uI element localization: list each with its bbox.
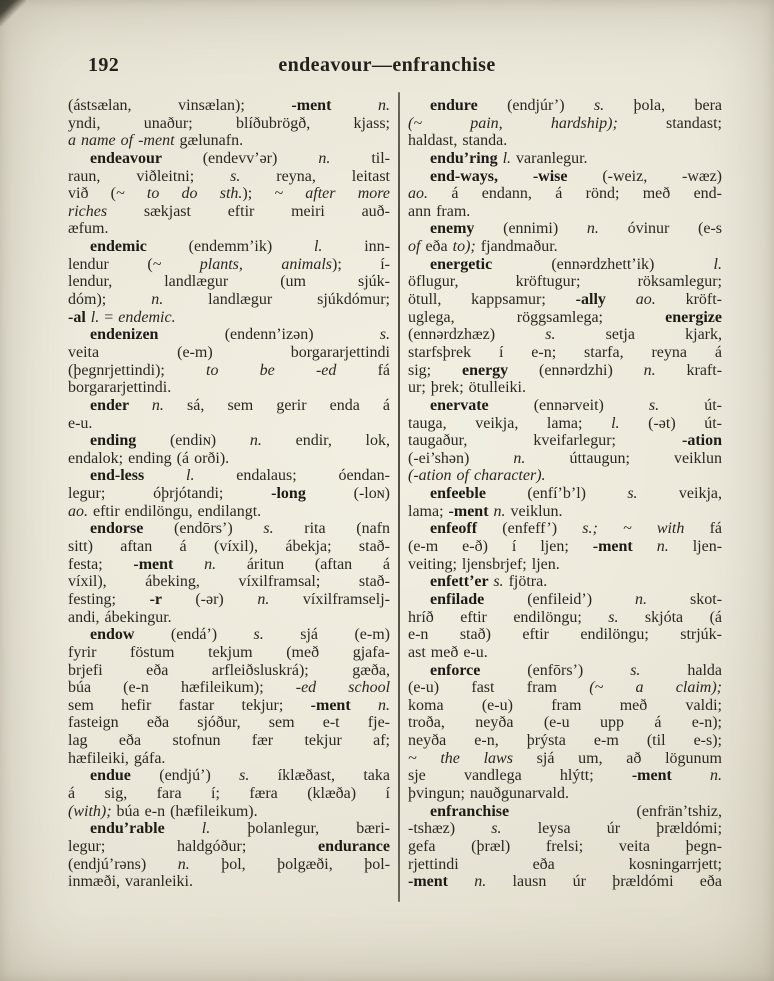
- dictionary-line: endeavour (endevv’ər) n. til-: [90, 149, 391, 167]
- dictionary-line: festa; -ment n. áritun (aftan á: [68, 555, 391, 573]
- dictionary-line: fyrir föstum tekjum (með gjafa-: [68, 643, 390, 661]
- page-number: 192: [88, 54, 120, 76]
- dictionary-line: veita (e-m) borgararjettindi: [68, 343, 390, 361]
- dictionary-line: uglega, röggsamlega; energize: [408, 308, 722, 326]
- dictionary-line: við (~ to do sth.); ~ after more: [68, 185, 391, 203]
- dictionary-line: æfum.: [68, 220, 109, 238]
- dictionary-line: lendur (~ plants, animals); í-: [68, 255, 390, 273]
- dictionary-line: e-n stað) eftir endilöngu; strjúk-: [408, 626, 722, 644]
- dictionary-line: ur; þrek; ötulleiki.: [408, 379, 526, 397]
- dictionary-line: yndi, unaður; blíðubrögð, kjass;: [68, 114, 390, 132]
- dictionary-line: endemic (endemm’ik) l. inn-: [90, 238, 390, 256]
- dictionary-line: endu’ring l. varanlegur.: [430, 149, 588, 167]
- dictionary-line: neyða e-n, þrýsta e-m (til e-s);: [408, 732, 722, 750]
- dictionary-line: borgararjettindi.: [68, 379, 172, 397]
- dictionary-line: festing; -r (-ər) n. víxilframselj-: [68, 590, 390, 608]
- dictionary-line: enforce (enfōrs’) s. halda: [430, 661, 723, 679]
- dictionary-line: (ennərdzhæz) s. setja kjark,: [408, 326, 723, 344]
- dictionary-line: á sig, fara í; færa (klæða) í: [68, 784, 390, 802]
- dictionary-line: endu’rable l. þolanlegur, bæri-: [90, 820, 391, 838]
- dictionary-line: riches sækjast eftir meiri auð-: [68, 202, 390, 220]
- dictionary-line: koma (e-u) fram með valdi;: [408, 696, 722, 714]
- dictionary-line: öflugur, kröftugur; röksamlegur;: [408, 273, 722, 291]
- right-column: [408, 97, 722, 891]
- dictionary-line: endorse (endōrs’) s. rita (nafn: [90, 520, 391, 538]
- dictionary-line: lag eða stofnun fær tekjur af;: [68, 732, 390, 750]
- dictionary-line: sje vandlega hlýtt; -ment n.: [408, 767, 723, 785]
- dictionary-line: ann fram.: [408, 202, 471, 220]
- dictionary-line: (-ei’shən) n. úttaugun; veiklun: [408, 449, 722, 467]
- dictionary-line: end-less l. endalaus; óendan-: [90, 467, 390, 485]
- dictionary-line: endenizen (endenn’izən) s.: [90, 326, 390, 344]
- left-column: [68, 97, 390, 891]
- dictionary-line: gefa (þræl) frelsi; veita þegn-: [408, 837, 722, 855]
- dictionary-line: (endjú’rəns) n. þol, þolgæði, þol-: [68, 855, 391, 873]
- dictionary-line: ao. á endann, á rönd; með end-: [408, 185, 723, 203]
- dictionary-line: hæfileiki, gáfa.: [68, 749, 166, 767]
- dictionary-line: enfett’er s. fjötra.: [430, 573, 548, 591]
- dictionary-line: enemy (ennimi) n. óvinur (e-s: [430, 220, 723, 238]
- dictionary-line: ao. eftir endilöngu, endilangt.: [68, 502, 262, 520]
- dictionary-line: taugaður, kveifarlegur; -ation: [408, 432, 722, 450]
- dictionary-line: raun, viðleitni; s. reyna, leitast: [68, 167, 390, 185]
- dictionary-line: rjettindi eða kosningarrjett;: [408, 855, 722, 873]
- dictionary-line: haldast, standa.: [408, 132, 508, 150]
- dictionary-line: (þegnrjettindi); to be -ed fá: [68, 361, 390, 379]
- dictionary-line: (ástsælan, vinsælan); -ment n.: [68, 97, 391, 114]
- dictionary-line: endow (endá’) s. sjá (e-m): [90, 626, 390, 644]
- dictionary-line: tauga, veikja, lama; l. (-ət) út-: [408, 414, 723, 432]
- dictionary-line: e-u.: [68, 414, 93, 432]
- dictionary-line: endure (endjúr’) s. þola, bera: [430, 97, 723, 114]
- dictionary-line: (with); búa e-n (hæfileikum).: [68, 802, 258, 820]
- dictionary-line: end-ways, -wise (-weiz, -wæz): [430, 167, 722, 185]
- dictionary-line: dóm); n. landlægur sjúkdómur;: [68, 291, 391, 309]
- dictionary-line: inmæði, varanleiki.: [68, 873, 193, 891]
- dictionary-line: víxil), ábeking, víxilframsal; stað-: [68, 573, 390, 591]
- dictionary-line: endue (endjú’) s. íklæðast, taka: [90, 767, 390, 785]
- dictionary-line: brjefi eða arfleiðsluskrá); gæða,: [68, 661, 390, 679]
- dictionary-line: legur; óþrjótandi; -long (-loɴ): [68, 485, 391, 503]
- dictionary-line: lendur, landlægur (um sjúk-: [68, 273, 390, 291]
- dictionary-line: a name of -ment gælunafn.: [68, 132, 244, 150]
- dictionary-line: sem hefir fastar tekjur; -ment n.: [68, 696, 391, 714]
- dictionary-line: enfeoff (enfeff’) s.; ~ with fá: [430, 520, 722, 538]
- dictionary-line: (-ation of character).: [408, 467, 546, 485]
- dictionary-line: troða, neyða (e-u upp á e-n);: [408, 714, 722, 732]
- dictionary-line: búa (e-n hæfileikum); -ed school: [68, 679, 391, 697]
- dictionary-line: (~ pain, hardship); standast;: [408, 114, 722, 132]
- dictionary-line: ~ the laws sjá um, að lögunum: [408, 749, 723, 767]
- dictionary-line: ast með e-u.: [408, 643, 488, 661]
- dictionary-line: (e-m e-ð) í ljen; -ment n. ljen-: [408, 538, 723, 556]
- dictionary-line: starfsþrek í e-n; starfa, reyna á: [408, 343, 722, 361]
- dictionary-line: of eða to); fjandmaður.: [408, 238, 558, 256]
- dictionary-line: veiting; ljensbrjef; ljen.: [408, 555, 560, 573]
- dictionary-line: (e-u) fast fram (~ a claim);: [408, 679, 723, 697]
- dictionary-line: ending (endiɴ) n. endir, lok,: [90, 432, 390, 450]
- dictionary-line: sig; energy (ennərdzhi) n. kraft-: [408, 361, 723, 379]
- dictionary-line: ender n. sá, sem gerir enda á: [90, 396, 391, 414]
- dictionary-line: sitt) aftan á (víxil), ábekja; stað-: [68, 538, 390, 556]
- dictionary-line: -tshæz) s. leysa úr þrældómi;: [408, 820, 723, 838]
- dictionary-line: -al l. = endemic.: [68, 308, 176, 326]
- dictionary-line: lama; -ment n. veiklun.: [408, 502, 563, 520]
- dictionary-line: þvingun; nauðgunarvald.: [408, 784, 569, 802]
- dictionary-line: legur; haldgóður; endurance: [68, 837, 390, 855]
- column-divider: [398, 92, 400, 902]
- running-title: endeavour—enfranchise: [278, 54, 496, 76]
- dictionary-line: ötull, kappsamur; -ally ao. kröft-: [408, 291, 723, 309]
- dictionary-line: -ment n. lausn úr þrældómi eða: [408, 873, 723, 891]
- dictionary-line: fasteign eða sjóður, sem e-t fje-: [68, 714, 390, 732]
- dictionary-line: enfranchise (enfrän’tshiz,: [430, 802, 722, 820]
- dictionary-line: enfeeble (enfí’b’l) s. veikja,: [430, 485, 722, 503]
- dictionary-line: enfilade (enfileid’) n. skot-: [430, 590, 723, 608]
- dictionary-line: enervate (ennərveit) s. út-: [430, 396, 722, 414]
- dictionary-line: endalok; ending (á orði).: [68, 449, 230, 467]
- dictionary-line: andi, ábekingur.: [68, 608, 172, 626]
- dictionary-line: energetic (ennərdzhett’ik) l.: [430, 255, 722, 273]
- dictionary-line: hríð eftir endilöngu; s. skjóta (á: [408, 608, 723, 626]
